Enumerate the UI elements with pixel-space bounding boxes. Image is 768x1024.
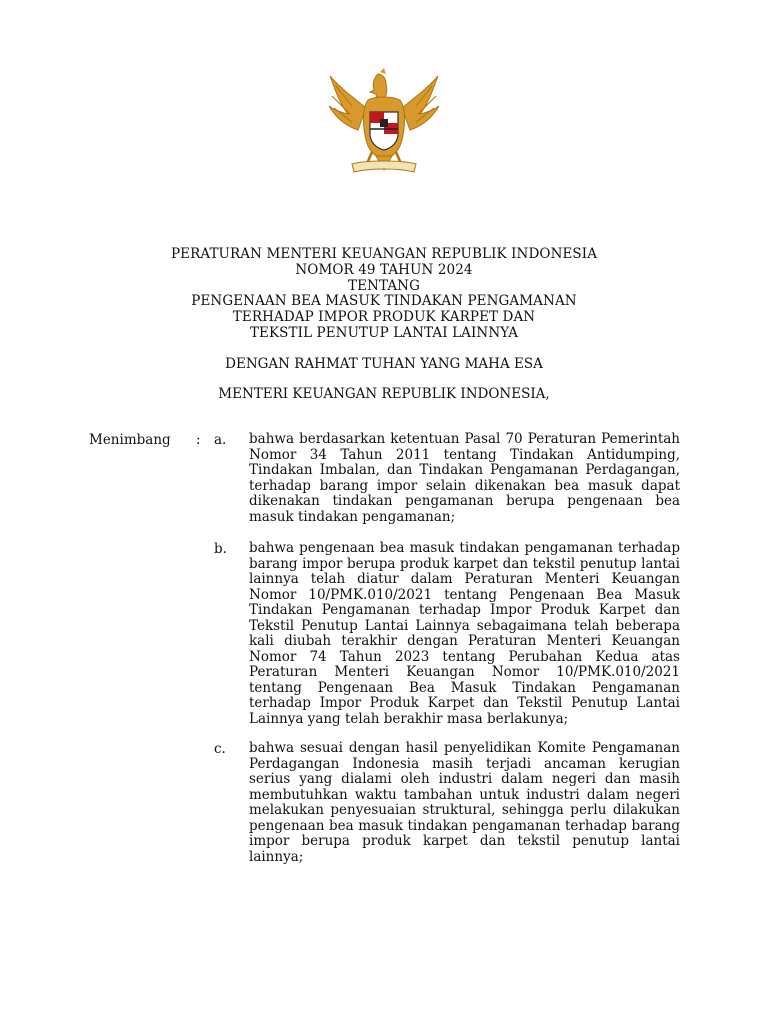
item-marker-c: c. xyxy=(214,741,226,757)
regulation-title xyxy=(84,247,684,342)
garuda-pancasila-emblem-icon xyxy=(326,68,442,174)
title-line-1: PERATURAN MENTERI KEUANGAN REPUBLIK INDONESIA xyxy=(170,246,598,262)
title-line-6: TEKSTIL PENUTUP LANTAI LAINNYA xyxy=(249,324,519,341)
title-line-2: NOMOR 49 TAHUN 2024 xyxy=(295,261,473,278)
item-marker-b: b. xyxy=(214,541,227,557)
consideration-item-b: bahwa pengenaan bea masuk tindakan pengamanan terhadap barang impor berupa produk karpet dan tekstil penutup lantai lainnya telah diatur dalam Peraturan Menteri Keuangan Nomor 10/PMK.010/2021 tentang Pengenaan Bea Masuk Tindakan Pengamanan terhadap Impor Produk Karpet dan Tekstil Penutup Lantai Lainnya sebagaimana telah beberapa kali diubah terakhir dengan Peraturan Menteri Keuangan Nomor 74 Tahun 2023 tentang Perubahan Kedua atas Peraturan Menteri Keuangan Nomor 10/PMK.010/2021 tentang Pengenaan Bea Masuk Tindakan Pengamanan terhadap Impor Produk Karpet dan Tekstil Penutup Lantai Lainnya yang telah berakhir masa berlakunya; xyxy=(249,540,680,728)
item-marker-a: a. xyxy=(214,432,227,448)
considering-colon: : xyxy=(196,432,201,448)
title-line-5: TERHADAP IMPOR PRODUK KARPET DAN xyxy=(232,309,536,326)
consideration-item-c: bahwa sesuai dengan hasil penyelidikan Komite Pengamanan Perdagangan Indonesia masih terjadi ancaman kerugian serius yang dialami oleh industri dalam negeri dan masih membutuhkan waktu tambahan untuk industri dalam negeri melakukan penyesuaian struktural, sehingga perlu dilakukan pengenaan bea masuk tindakan pengamanan terhadap barang impor berupa produk karpet dan tekstil penutup lantai lainnya; xyxy=(249,740,680,865)
considering-label: Menimbang xyxy=(89,432,171,448)
invocation-text: DENGAN RAHMAT TUHAN YANG MAHA ESA xyxy=(225,356,543,372)
issuer-text: MENTERI KEUANGAN REPUBLIK INDONESIA, xyxy=(218,386,550,402)
title-line-3: TENTANG xyxy=(348,277,420,294)
title-line-4: PENGENAAN BEA MASUK TINDAKAN PENGAMANAN xyxy=(191,293,577,310)
consideration-item-a: bahwa berdasarkan ketentuan Pasal 70 Peraturan Pemerintah Nomor 34 Tahun 2011 tentang Tindakan Antidumping, Tindakan Imbalan, dan Tindakan Pengamanan Perdagangan, terhadap barang impor selain dikenakan bea masuk dapat dikenakan tindakan pengamanan berupa pengenaan bea masuk tindakan pengamanan; xyxy=(249,431,680,525)
